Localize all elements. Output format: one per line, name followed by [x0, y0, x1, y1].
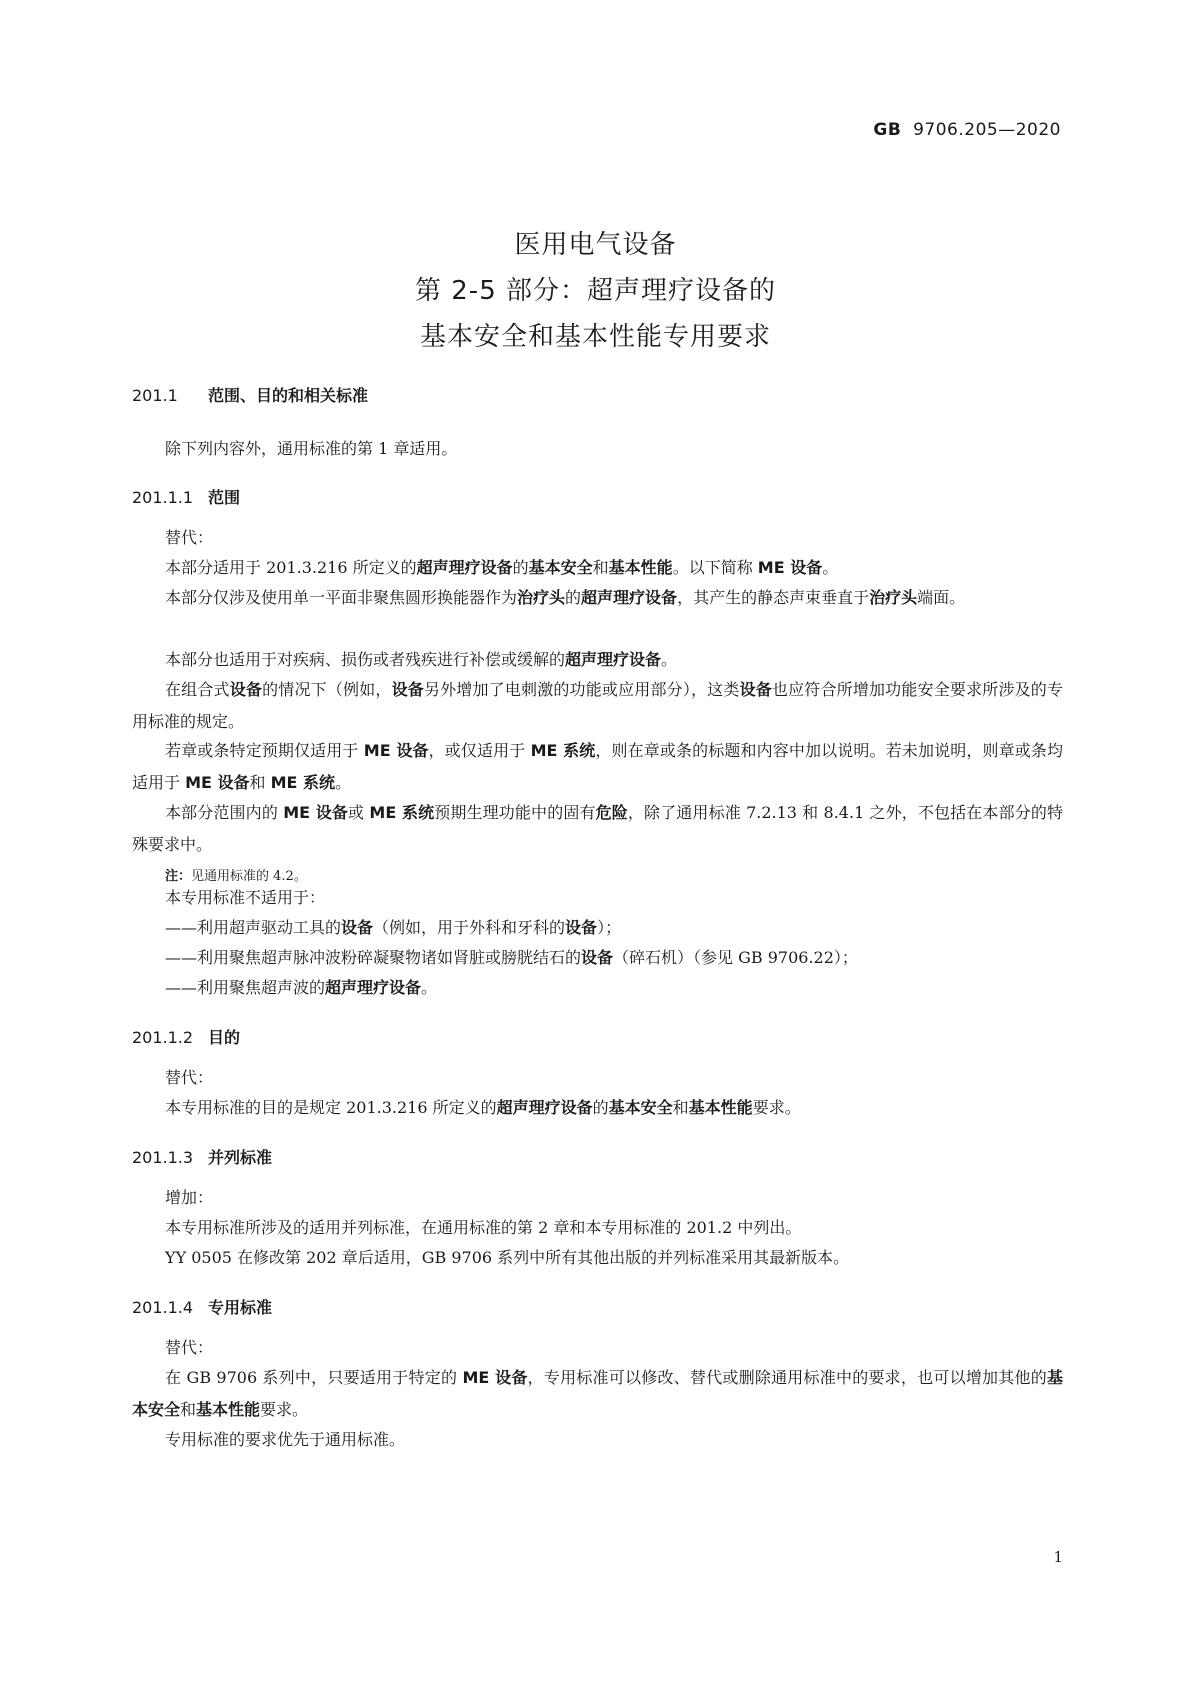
paragraph: 若章或条特定预期仅适用于 ME 设备，或仅适用于 ME 系统，则在章或条的标题和内容中加以说明。若未加说明，则章或条均适用于 ME 设备和 ME 系统。	[132, 741, 1063, 792]
paragraph: 本部分也适用于对疾病、损伤或者残疾进行补偿或缓解的超声理疗设备。	[165, 650, 678, 669]
paragraph: YY 0505 在修改第 202 章后适用，GB 9706 系列中所有其他出版的并列标准采用其最新版本。	[165, 1248, 850, 1267]
title-line-3: 基本安全和基本性能专用要求	[419, 322, 771, 352]
section-heading-201-1-2: 201.1.2 目的	[132, 1028, 241, 1047]
section-heading-201-1-4: 201.1.4 专用标准	[132, 1298, 273, 1317]
page-number: 1	[1053, 1548, 1063, 1566]
paragraph: 增加：	[165, 1188, 214, 1207]
section-heading-201-1-1: 201.1.1 范围	[132, 488, 241, 507]
standard-code-prefix: GB	[873, 120, 902, 140]
paragraph: 本专用标准所涉及的适用并列标准，在通用标准的第 2 章和本专用标准的 201.2 中列出。	[165, 1218, 802, 1237]
paragraph: 本专用标准的目的是规定 201.3.216 所定义的超声理疗设备的基本安全和基本性能要求。	[165, 1098, 801, 1117]
paragraph: 在 GB 9706 系列中，只要适用于特定的 ME 设备，专用标准可以修改、替代或删除通用标准中的要求，也可以增加其他的基本安全和基本性能要求。	[132, 1368, 1063, 1419]
list-item: ——利用超声驱动工具的设备（例如，用于外科和牙科的设备）；	[165, 918, 622, 937]
section-heading-201-1: 201.1 范围、目的和相关标准	[132, 386, 369, 405]
paragraph: 在组合式设备的情况下（例如，设备另外增加了电刺激的功能或应用部分），这类设备也应符合所增加功能安全要求所涉及的专用标准的规定。	[132, 680, 1063, 731]
document-title	[0, 222, 1191, 360]
list-item: ——利用聚焦超声脉冲波粉碎凝聚物诸如肾脏或膀胱结石的设备（碎石机）（参见 GB 9706.22）；	[165, 948, 858, 967]
paragraph: 除下列内容外，通用标准的第 1 章适用。	[165, 439, 458, 458]
title-line-1: 医用电气设备	[514, 230, 677, 260]
section-heading-201-1-3: 201.1.3 并列标准	[132, 1148, 273, 1167]
paragraph: 替代：	[165, 528, 214, 547]
note: 注：见通用标准的 4.2。	[165, 869, 307, 884]
paragraph: 本部分仅涉及使用单一平面非聚焦圆形换能器作为治疗头的超声理疗设备，其产生的静态声束垂直于治疗头端面。	[165, 588, 966, 607]
paragraph: 本专用标准不适用于：	[165, 888, 326, 907]
paragraph: 替代：	[165, 1068, 214, 1087]
paragraph: 替代：	[165, 1338, 214, 1357]
title-line-2: 第 2-5 部分：超声理疗设备的	[415, 276, 776, 306]
list-item: ——利用聚焦超声波的超声理疗设备。	[165, 978, 438, 997]
standard-code	[873, 120, 1061, 140]
paragraph: 本部分适用于 201.3.216 所定义的超声理疗设备的基本安全和基本性能。以下简称 ME 设备。	[165, 558, 839, 577]
paragraph: 本部分范围内的 ME 设备或 ME 系统预期生理功能中的固有危险，除了通用标准 7.2.13 和 8.4.1 之外，不包括在本部分的特殊要求中。	[132, 803, 1063, 854]
paragraph: 专用标准的要求优先于通用标准。	[165, 1430, 406, 1449]
standard-code-number: 9706.205—2020	[913, 120, 1061, 140]
